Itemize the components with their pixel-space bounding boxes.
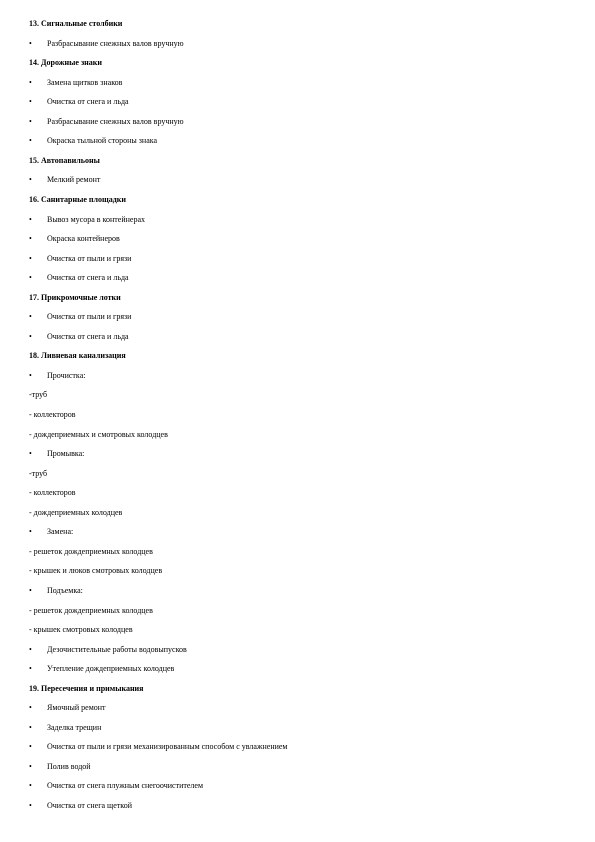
bullet-icon: • <box>29 116 32 126</box>
bullet-icon: • <box>29 234 32 244</box>
bullet-icon: • <box>29 644 32 654</box>
sub-item: - крышек смотровых колодцев <box>29 625 133 635</box>
bullet-icon: • <box>29 664 32 674</box>
sub-item: - решеток дождеприемных колодцев <box>29 605 153 615</box>
bullet-icon: • <box>29 331 32 341</box>
list-item-text: Заделка трещин <box>47 722 102 732</box>
sub-item: - решеток дождеприемных колодцев <box>29 546 153 556</box>
list-item <box>0 271 595 285</box>
section-heading: 17. Прикромочные лотки <box>29 292 121 302</box>
bullet-icon: • <box>29 761 32 771</box>
sub-item: -труб <box>29 468 48 478</box>
sub-item: - дождеприемных и смотровых колодцев <box>29 429 168 439</box>
list-item <box>0 76 595 90</box>
list-item-text: Промывка: <box>47 449 85 459</box>
list-item-text: Очистка от снега щеткой <box>47 801 133 810</box>
bullet-icon: • <box>29 38 32 48</box>
bullet-icon: • <box>29 781 32 791</box>
list-item <box>0 369 595 383</box>
bullet-icon: • <box>29 97 32 107</box>
bullet-icon: • <box>29 703 32 713</box>
list-item-text: Очистка от пыли и грязи <box>47 253 132 263</box>
list-item <box>0 232 595 246</box>
bullet-icon: • <box>29 742 32 752</box>
bullet-icon: • <box>29 273 32 283</box>
list-item <box>0 213 595 227</box>
section-heading: 15. Автопавильоны <box>29 155 100 165</box>
list-item-text: Дезочистительные работы водовыпусков <box>47 644 187 654</box>
list-item-text: Разбрасывание снежных валов вручную <box>47 38 184 48</box>
list-item-text: Полив водой <box>47 761 91 771</box>
list-item <box>0 760 595 774</box>
list-item-text: Ямочный ремонт <box>47 703 106 713</box>
bullet-icon: • <box>29 722 32 732</box>
list-item-text: Замена: <box>47 527 74 537</box>
list-item <box>0 115 595 129</box>
list-item-text: Очистка от снега и льда <box>47 331 129 341</box>
list-item <box>0 779 595 793</box>
sub-item: -труб <box>29 390 48 400</box>
list-item-text: Очистка от пыли и грязи механизированным способом с увлажнением <box>47 742 288 752</box>
section-heading: 13. Сигнальные столбики <box>29 19 123 28</box>
list-item <box>0 95 595 109</box>
bullet-icon: • <box>29 77 32 87</box>
sub-item: - коллекторов <box>29 410 76 419</box>
section-heading: 14. Дорожные знаки <box>29 58 103 68</box>
bullet-icon: • <box>29 214 32 224</box>
list-item-text: Разбрасывание снежных валов вручную <box>47 116 184 126</box>
list-item-text: Очистка от снега и льда <box>47 97 129 107</box>
section-heading: 19. Пересечения и примыкания <box>29 683 144 693</box>
list-item-text: Мелкий ремонт <box>47 175 101 185</box>
list-item-text: Подъемка: <box>47 585 83 595</box>
list-item <box>0 740 595 754</box>
sub-item: - дождеприемных колодцев <box>29 507 123 517</box>
list-item-text: Утепление дождеприемных колодцев <box>47 664 175 674</box>
bullet-icon: • <box>29 253 32 263</box>
bullet-icon: • <box>29 449 32 459</box>
list-item-text: Очистка от снега и льда <box>47 273 129 283</box>
list-item-text: Окраска контейнеров <box>47 234 120 244</box>
list-item <box>0 799 595 813</box>
sub-item: - коллекторов <box>29 488 76 498</box>
bullet-icon: • <box>29 370 32 380</box>
list-item <box>0 643 595 657</box>
list-item <box>0 525 595 539</box>
list-item <box>0 37 595 51</box>
bullet-icon: • <box>29 585 32 595</box>
bullet-icon: • <box>29 175 32 185</box>
list-item <box>0 310 595 324</box>
list-item-text: Вывоз мусора в контейнерах <box>47 214 146 224</box>
list-item-text: Очистка от снега плужным снегоочистителем <box>47 781 204 791</box>
list-item <box>0 584 595 598</box>
list-item-text: Прочистка: <box>47 370 86 380</box>
list-item-text: Окраска тыльной стороны знака <box>47 136 158 146</box>
section-heading: 16. Санитарные площадки <box>29 194 126 204</box>
list-item-text: Очистка от пыли и грязи <box>47 312 132 322</box>
bullet-icon: • <box>29 527 32 537</box>
list-item <box>0 173 595 187</box>
list-item <box>0 330 595 344</box>
list-item-text: Замена щитков знаков <box>47 77 123 87</box>
bullet-icon: • <box>29 801 32 810</box>
section-heading: 18. Ливневая канализация <box>29 351 126 361</box>
bullet-icon: • <box>29 312 32 322</box>
list-item <box>0 662 595 676</box>
sub-item: - крышек и люков смотровых колодцев <box>29 566 163 576</box>
list-item <box>0 134 595 148</box>
list-item <box>0 252 595 266</box>
list-item <box>0 721 595 735</box>
bullet-icon: • <box>29 136 32 146</box>
list-item <box>0 447 595 461</box>
list-item <box>0 701 595 715</box>
